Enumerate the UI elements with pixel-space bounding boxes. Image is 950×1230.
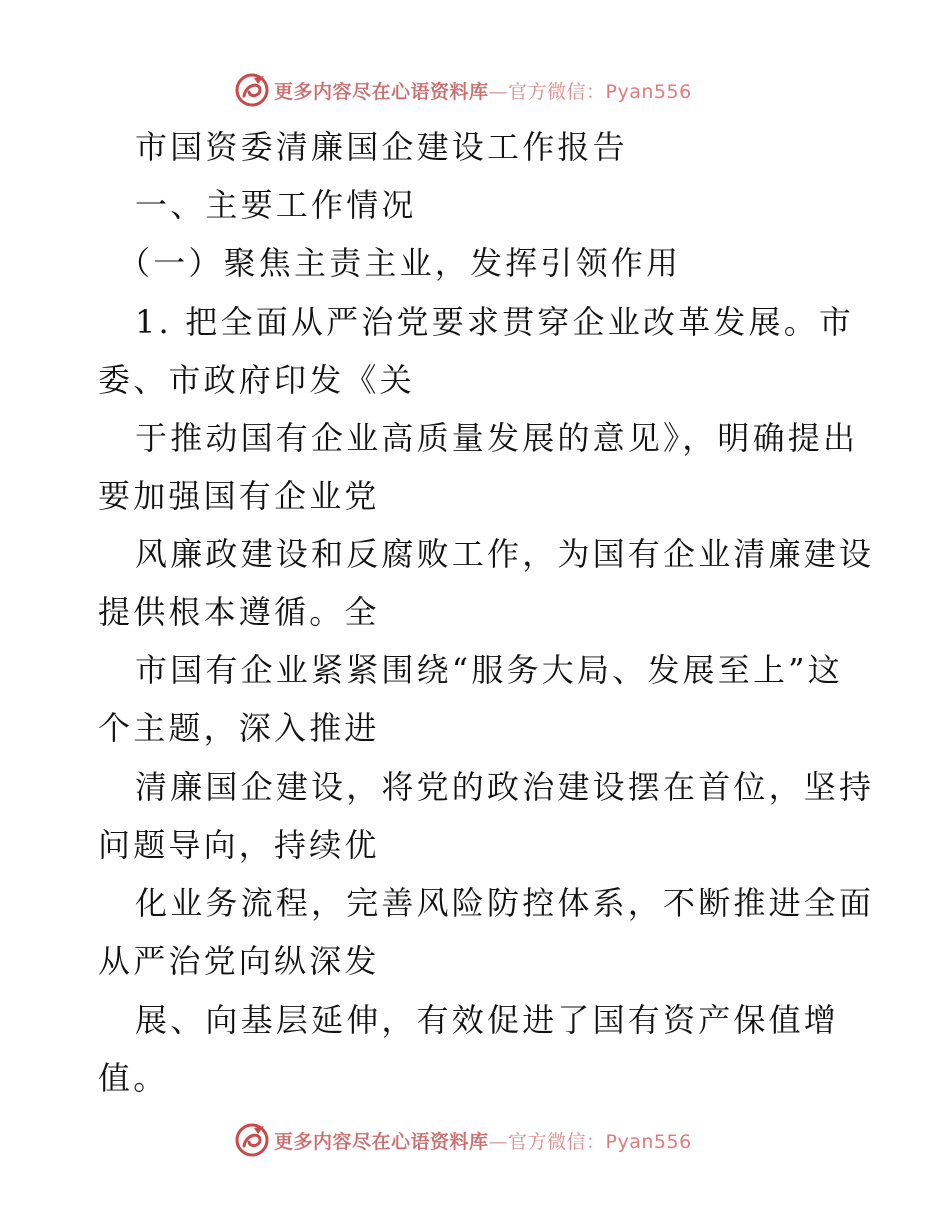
paragraph-line: 风廉政建设和反腐败工作，为国有企业清廉建设 (135, 535, 875, 573)
footer-watermark (234, 1120, 692, 1160)
paragraph-line: 1. 把全面从严治党要求贯穿企业改革发展。市 (135, 303, 855, 341)
watermark-text: 更多内容尽在心语资料库—官方微信：Pyan556 (274, 80, 692, 103)
paragraph-line: 值。 (98, 1059, 169, 1097)
paragraph-line: 提供根本遵循。全 (98, 593, 380, 631)
red-spiral-logo-icon (234, 72, 270, 108)
paragraph-line: 市国有企业紧紧围绕“服务大局、发展至上”这 (135, 651, 843, 689)
section-heading: 一、主要工作情况 (135, 186, 417, 224)
subsection-heading: （一）聚焦主责主业，发挥引领作用 (118, 244, 682, 282)
paragraph-line: 从严治党向纵深发 (98, 942, 380, 980)
paragraph-line: 问题导向，持续优 (98, 826, 380, 864)
paragraph-line: 展、向基层延伸，有效促进了国有资产保值增 (135, 1001, 840, 1039)
red-spiral-logo-icon (234, 1122, 270, 1158)
paragraph-line: 个主题，深入推进 (98, 709, 380, 747)
paragraph-line: 委、市政府印发《关 (98, 361, 415, 399)
paragraph-line: 于推动国有企业高质量发展的意见》，明确提出 (135, 419, 859, 457)
paragraph-line: 要加强国有企业党 (98, 477, 380, 515)
paragraph-line: 清廉国企建设，将党的政治建设摆在首位，坚持 (135, 768, 875, 806)
header-watermark (234, 70, 692, 110)
watermark-text: 更多内容尽在心语资料库—官方微信：Pyan556 (274, 1130, 692, 1153)
paragraph-line: 化业务流程，完善风险防控体系，不断推进全面 (135, 884, 875, 922)
document-title: 市国资委清廉国企建设工作报告 (135, 128, 628, 166)
